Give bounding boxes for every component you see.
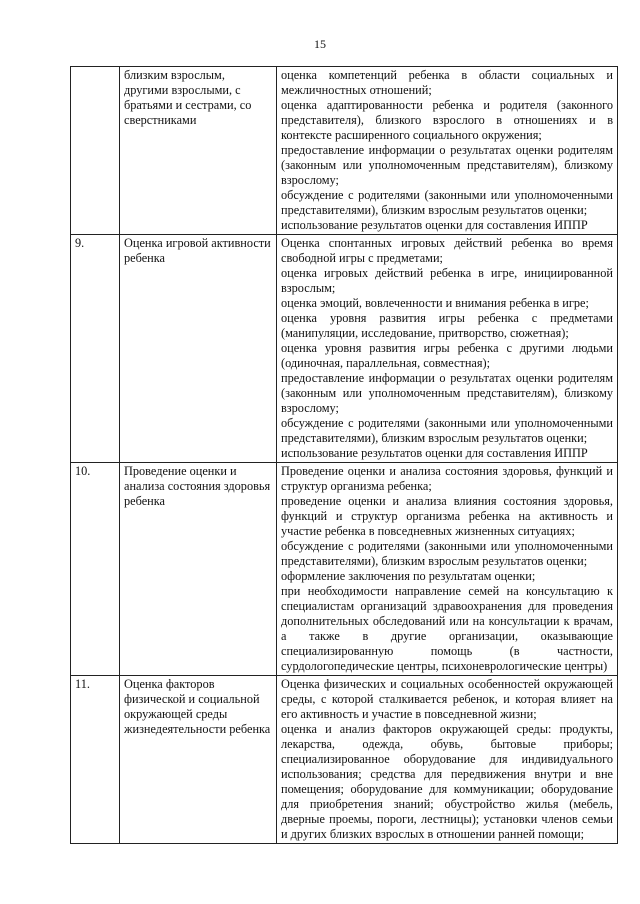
description-item: при необходимости направление семей на консультацию к специалистам организаций здравоохранения для проведения дополнительных обследований или на консультации к врачам, а также в другие организации, оказывающие специализированную помощь (в частности, сурдологопедические центры, психоневрологические центры) [281,584,613,673]
row-description [277,676,618,844]
description-item: использование результатов оценки для составления ИППР [281,446,588,460]
row-number: 10. [71,463,120,676]
description-item: использование результатов оценки для составления ИППР [281,218,588,232]
description-item: предоставление информации о результатах оценки родителям (законным или уполномоченным представителям), близкому взрослому; [281,371,613,415]
table-row [71,235,618,463]
description-item: оценка компетенций ребенка в области социальных и межличностных отношений; [281,68,613,97]
description-item: обсуждение с родителями (законными или уполномоченными представителями), близким взрослым результатов оценки; [281,539,613,568]
description-item: оценка уровня развития игры ребенка с предметами (манипуляции, исследование, притворство, сюжетная); [281,311,613,340]
row-name: Оценка игровой активности ребенка [120,235,277,463]
row-description [277,235,618,463]
description-item: обсуждение с родителями (законными или уполномоченными представителями), близким взрослым результатов оценки; [281,188,613,217]
description-item: Оценка физических и социальных особенностей окружающей среды, с которой сталкивается ребенок, и которая влияет на его активность и участие в повседневной жизни; [281,677,613,721]
description-item: Проведение оценки и анализа состояния здоровья, функций и структур организма ребенка; [281,464,613,493]
description-item: оценка адаптированности ребенка и родителя (законного представителя), близкого взрослого в отношениях и в контексте расширенного социального окружения; [281,98,613,142]
description-item: оценка эмоций, вовлеченности и внимания ребенка в игре; [281,296,589,310]
description-item: проведение оценки и анализа влияния состояния здоровья, функций и структур организма ребенка на активность и участие ребенка в повседневных жизненных ситуациях; [281,494,613,538]
row-number [71,67,120,235]
description-item: оценка игровых действий ребенка в игре, инициированной взрослым; [281,266,613,295]
description-item: обсуждение с родителями (законными или уполномоченными представителями), близким взрослым результатов оценки; [281,416,613,445]
row-name: Проведение оценки и анализа состояния здоровья ребенка [120,463,277,676]
row-name: близким взрослым, другими взрослыми, с братьями и сестрами, со сверстниками [120,67,277,235]
row-name: Оценка факторов физической и социальной окружающей среды жизнедеятельности ребенка [120,676,277,844]
description-item: оценка уровня развития игры ребенка с другими людьми (одиночная, параллельная, совместная); [281,341,613,370]
description-item: Оценка спонтанных игровых действий ребенка во время свободной игры с предметами; [281,236,613,265]
row-number: 11. [71,676,120,844]
page-number: 15 [314,37,326,51]
services-table [70,66,618,844]
table-row [71,463,618,676]
description-item: оценка и анализ факторов окружающей среды: продукты, лекарства, одежда, обувь, бытовые приборы; специализированное оборудование для индивидуального использования; средства для передвижения внутри и вне помещения; оборудование для коммуникации; оборудование для приобретения знаний; обустройство жилья (мебель, дверные проемы, пороги, лестницы); установки членов семьи и других близких взрослых в отношении ранней помощи; [281,722,613,841]
table-row [71,67,618,235]
row-description [277,463,618,676]
row-description [277,67,618,235]
row-number: 9. [71,235,120,463]
description-item: предоставление информации о результатах оценки родителям (законным или уполномоченным представителям), близкому взрослому; [281,143,613,187]
table-row [71,676,618,844]
description-item: оформление заключения по результатам оценки; [281,569,536,583]
